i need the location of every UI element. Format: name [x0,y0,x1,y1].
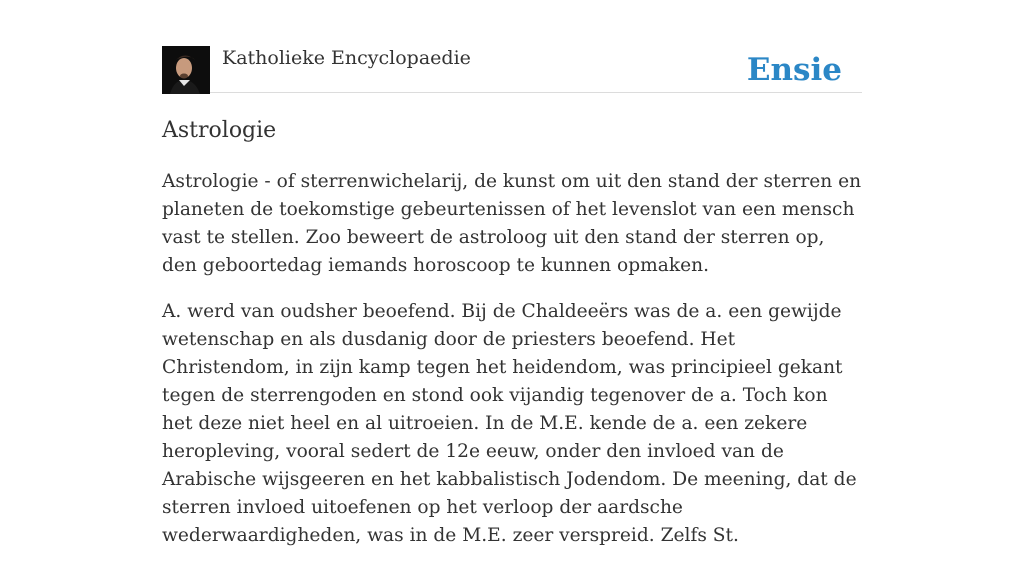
source-title[interactable]: Katholieke Encyclopaedie [222,47,471,69]
article-paragraph: A. werd van oudsher beoefend. Bij de Chaldeeërs was de a. een gewijde wetenschap en als dusdanig door de priesters beoefend. Het Christendom, in zijn kamp tegen het heidendom, was principieel gekant tegen de sterrengoden en stond ook vijandig tegenover de a. Toch kon het deze niet heel en al uitroeien. In de M.E. kende de a. een zekere heropleving, vooral sedert de 12e eeuw, onder den invloed van de Arabische wijsgeeren en het kabbalistisch Jodendom. De meening, dat de sterren invloed uitoefenen op het verloop der aardsche wederwaardigheden, was in de M.E. zeer verspreid. Zelfs St. [162,301,857,546]
brand-logo[interactable]: Ensie [746,52,842,88]
page-header [162,46,862,93]
portrait-image [162,46,210,94]
article-title: Astrologie [162,118,277,143]
article-paragraph: Astrologie - of sterrenwichelarij, de kunst om uit den stand der sterren en planeten de toekomstige gebeurtenissen of het levenslot van een mensch vast te stellen. Zoo beweert de astroloog uit den stand der sterren op, den geboortedag iemands horoscoop te kunnen opmaken. [162,171,862,276]
avatar[interactable] [162,46,210,94]
article-body [162,168,862,568]
